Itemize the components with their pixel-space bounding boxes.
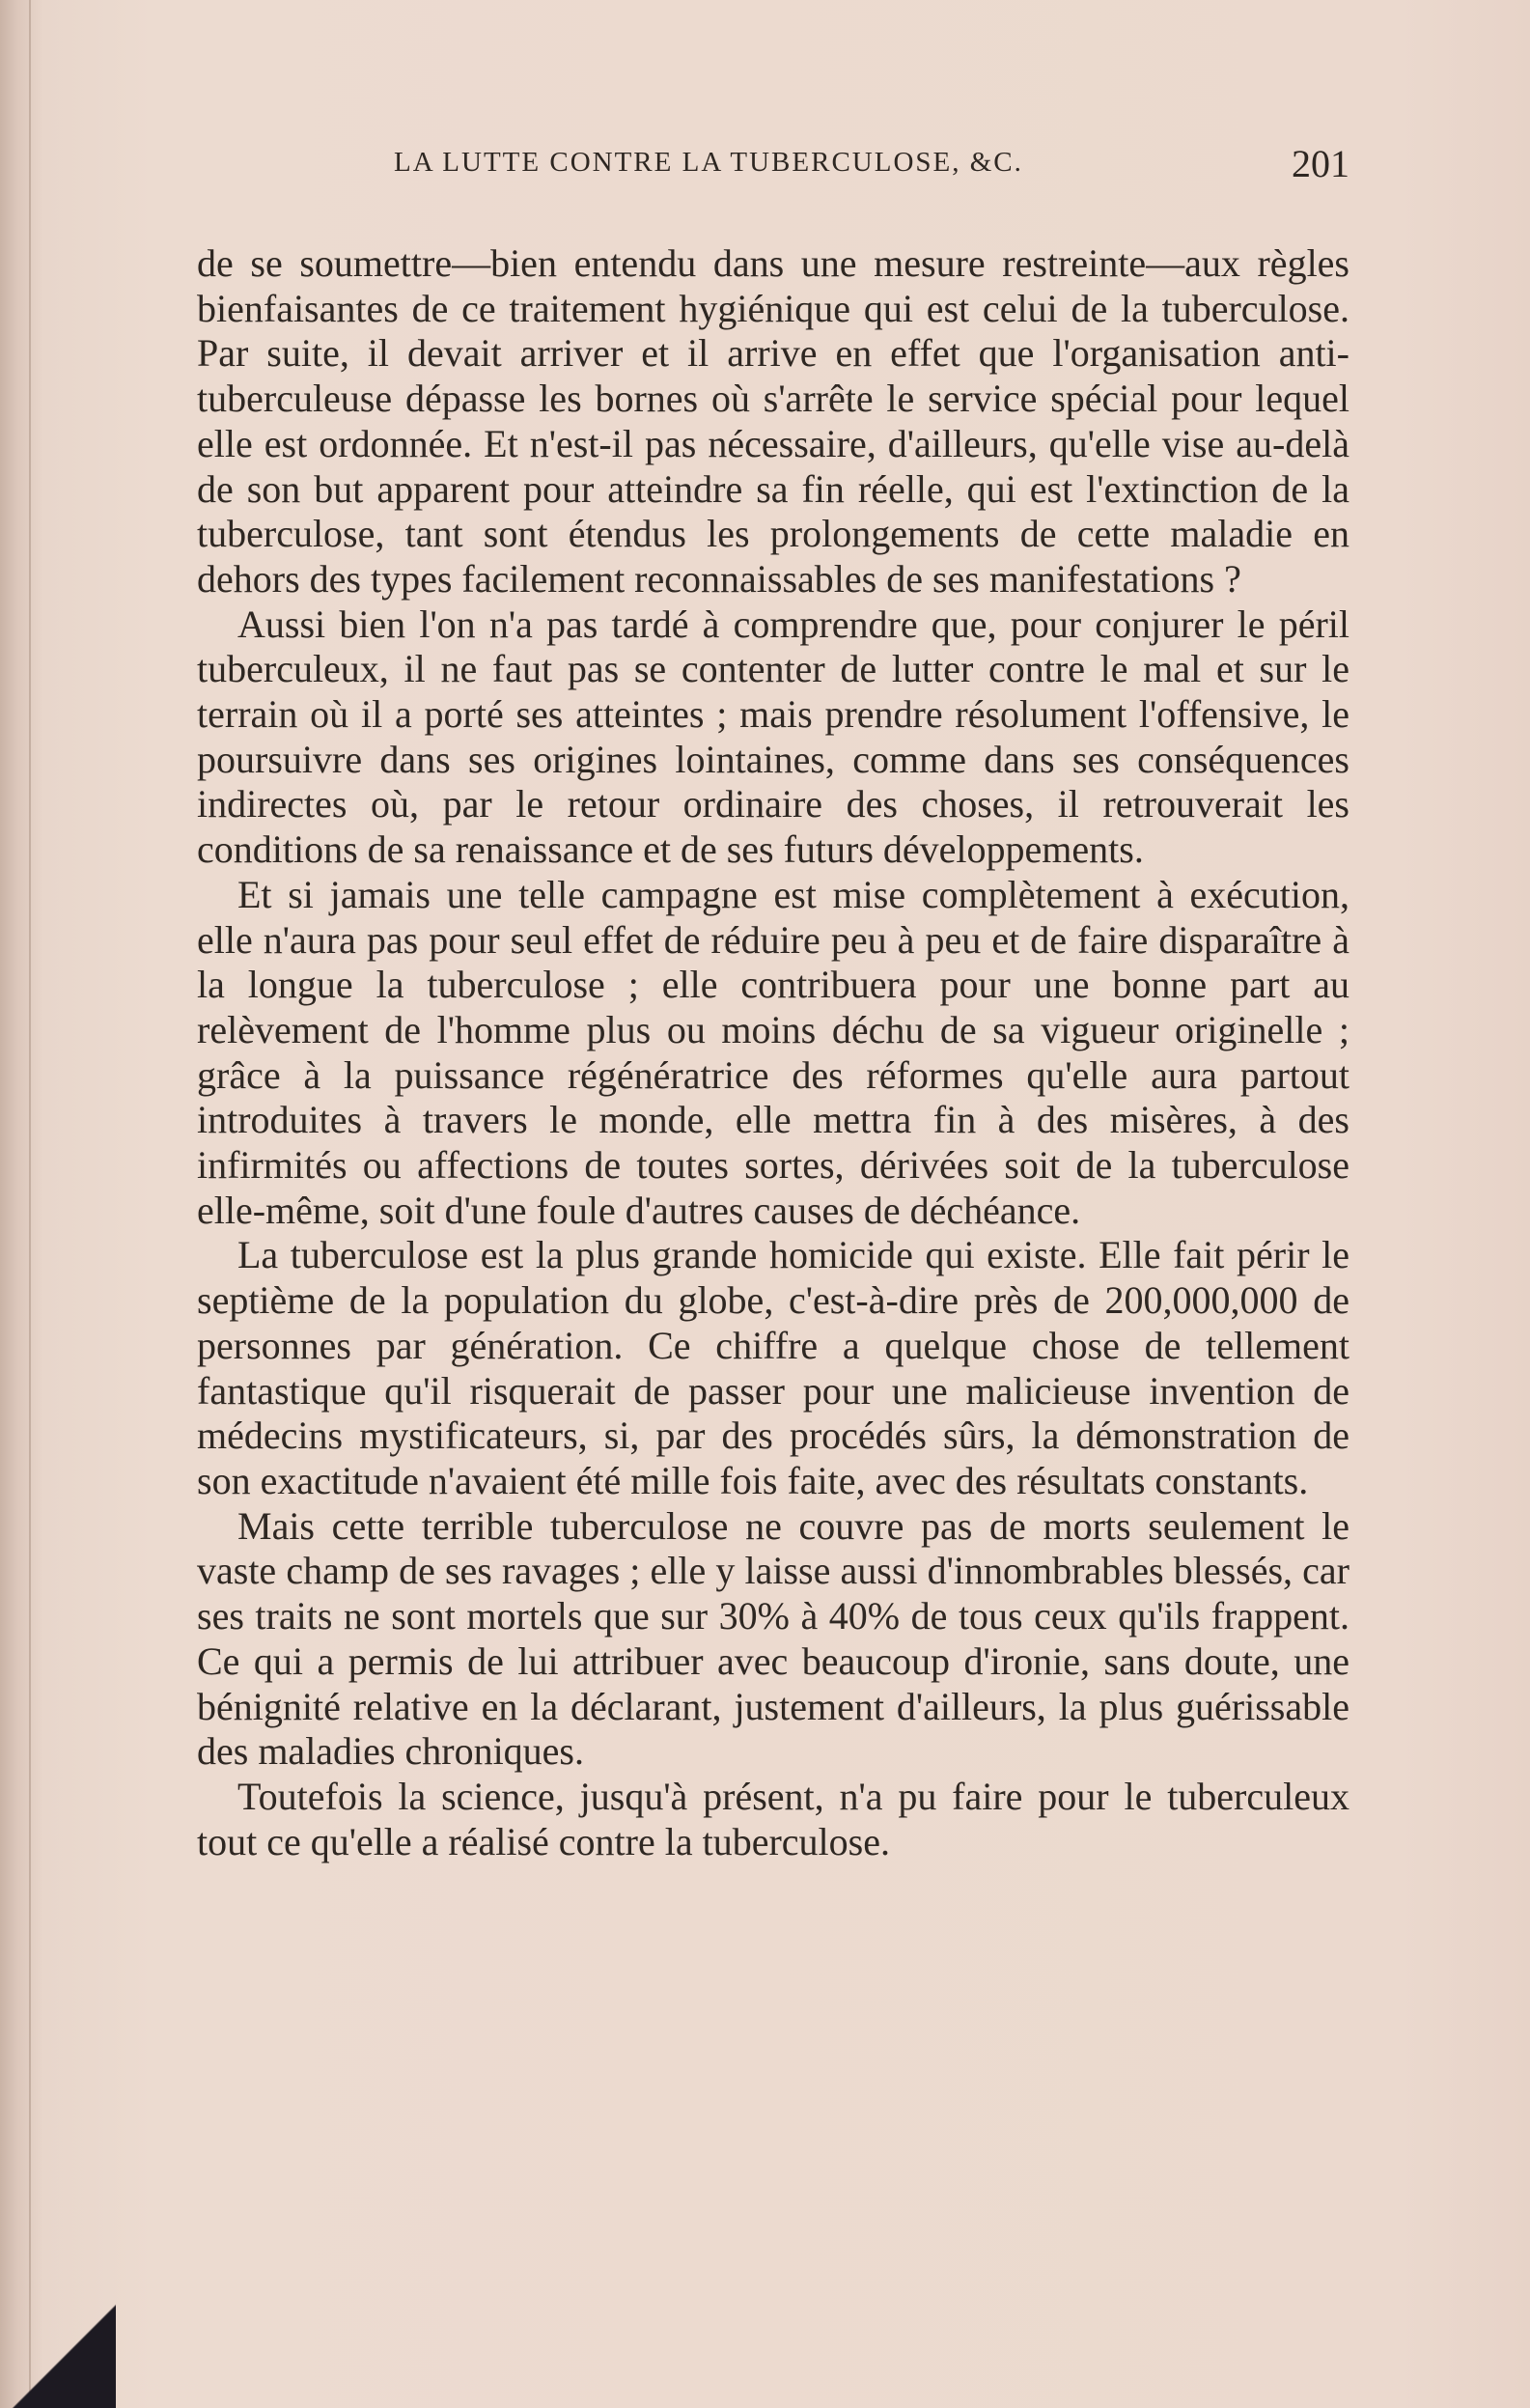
paragraph: Mais cette terrible tuberculose ne couvre pas de morts seulement le vaste champ de ses ravages ; elle y laisse aussi d'innombrables blessés, car ses traits ne sont mortels que sur 30% à 40% de tous ceux qu'ils frappent. Ce qui a permis de lui attribuer avec beaucoup d'ironie, sans doute, une bénignité relative en la déclarant, justement d'ailleurs, la plus guérissable des maladies chroniques. bbox=[197, 1503, 1349, 1774]
page-header bbox=[394, 141, 1349, 189]
page-number: 201 bbox=[1292, 142, 1349, 185]
paragraph: La tuberculose est la plus grande homicide qui existe. Elle fait périr le septième de la population du globe, c'est-à-dire près de 200,000,000 de personnes par génération. Ce chiffre a quelque chose de tellement fantastique qu'il risquerait de passer pour une malicieuse invention de médecins mystificateurs, si, par des procédés sûrs, la démonstration de son exactitude n'avaient été mille fois faite, avec des résultats constants. bbox=[197, 1233, 1349, 1502]
paragraph: de se soumettre—bien entendu dans une mesure restreinte—aux règles bienfaisantes de ce traitement hygiénique qui est celui de la tuberculose. Par suite, il devait arriver et il arrive en effet que l'organisation anti-tuberculeuse dépasse les bornes où s'arrête le service spécial pour lequel elle est ordonnée. Et n'est-il pas nécessaire, d'ailleurs, qu'elle vise au-delà de son but apparent pour atteindre sa fin réelle, qui est l'extinction de la tuberculose, tant sont étendus les prolongements de cette maladie en dehors des types facilement reconnaissables de ses manifestations ? bbox=[197, 241, 1349, 601]
binding-shadow bbox=[0, 2292, 116, 2408]
paragraph: Toutefois la science, jusqu'à présent, n'a pu faire pour le tuberculeux tout ce qu'elle a réalisé contre la tuberculose. bbox=[197, 1774, 1349, 1863]
running-title: LA LUTTE CONTRE LA TUBERCULOSE, &C. bbox=[394, 147, 1023, 178]
gutter-line bbox=[29, 0, 31, 2408]
body-text bbox=[197, 241, 1349, 1864]
paragraph: Et si jamais une telle campagne est mise complètement à exécution, elle n'aura pas pour seul effet de réduire peu à peu et de faire disparaître à la longue la tuberculose ; elle contribuera pour une bonne part au relèvement de l'homme plus ou moins déchu de sa vigueur originelle ; grâce à la puissance régénératrice des réformes qu'elle aura partout introduites à travers le monde, elle mettra fin à des misères, à des infirmités ou affections de toutes sortes, dérivées soit de la tuberculose elle-même, soit d'une foule d'autres causes de déchéance. bbox=[197, 872, 1349, 1232]
paragraph: Aussi bien l'on n'a pas tardé à comprendre que, pour conjurer le péril tuberculeux, il ne faut pas se contenter de lutter contre le mal et sur le terrain où il a porté ses atteintes ; mais prendre résolument l'offensive, le poursuivre dans ses origines lointaines, comme dans ses conséquences indirectes où, par le retour ordinaire des choses, il retrouverait les conditions de sa renaissance et de ses futurs développements. bbox=[197, 602, 1349, 872]
